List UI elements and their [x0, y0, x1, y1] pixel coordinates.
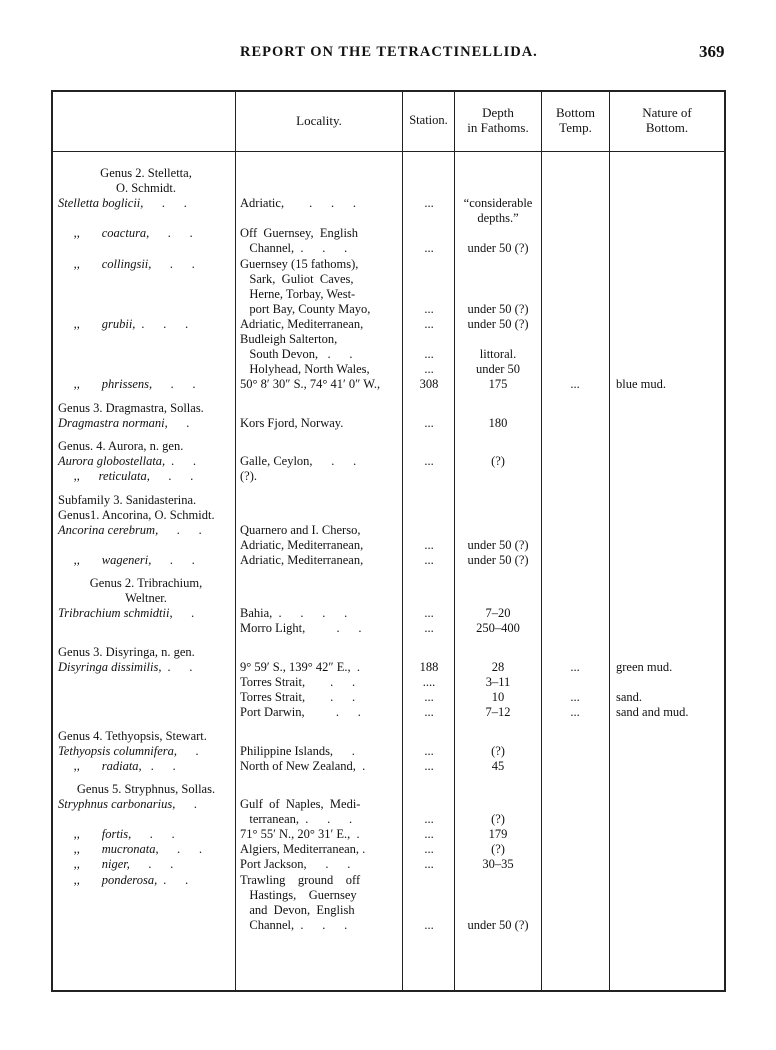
- cell-locality: Gulf of Naples, Medi-: [240, 797, 361, 812]
- cell-depth: 10: [491, 690, 505, 704]
- cell-locality: Adriatic, Mediterranean,: [240, 537, 364, 552]
- cell-bottom-temp: ...: [570, 690, 580, 704]
- cell-locality: and Devon, English: [240, 902, 355, 917]
- cell-locality: Adriatic, Mediterranean,: [240, 552, 364, 567]
- cell-species: ,, wageneri, . .: [58, 552, 196, 567]
- cell-species: ,, niger, . .: [58, 857, 174, 872]
- cell-station: ...: [424, 758, 434, 773]
- cell-species: Stryphnus carbonarius, .: [58, 797, 198, 812]
- cell-locality: Sark, Guliot Caves,: [240, 271, 354, 286]
- cell-nature: blue mud.: [616, 377, 666, 392]
- header-nature-2: Bottom.: [645, 120, 689, 135]
- cell-species: Tribrachium schmidtii, .: [58, 606, 195, 621]
- cell-species: ,, reticulata, . .: [58, 469, 194, 484]
- cell-depth: under 50 (?): [467, 316, 529, 331]
- cell-locality: Philippine Islands, .: [240, 743, 355, 758]
- cell-locality: Hastings, Guernsey: [240, 887, 357, 902]
- col-divider-4: [541, 90, 542, 991]
- header-depth-1: Depth: [482, 105, 514, 120]
- cell-depth: (?): [491, 454, 505, 468]
- cell-depth: under 50 (?): [467, 552, 529, 567]
- cell-depth: depths.”: [477, 211, 519, 226]
- cell-locality: port Bay, County Mayo,: [240, 301, 371, 316]
- header-temp-1: Bottom: [555, 105, 595, 120]
- cell-depth: 30–35: [482, 857, 514, 872]
- cell-locality: Trawling ground off: [240, 872, 361, 887]
- cell-station: ...: [424, 537, 434, 552]
- cell-locality: Algiers, Mediterranean, .: [240, 842, 366, 857]
- header-station: Station.: [409, 113, 448, 127]
- cell-species: Genus 3. Dragmastra, Sollas.: [58, 400, 204, 415]
- cell-depth: under 50 (?): [467, 917, 529, 932]
- cell-station: ...: [424, 347, 434, 361]
- cell-station: ....: [422, 675, 436, 689]
- cell-species: Aurora globostellata, . .: [58, 454, 197, 468]
- cell-locality: Port Jackson, . .: [240, 857, 351, 872]
- cell-species: ,, mucronata, . .: [58, 842, 203, 857]
- cell-depth: 28: [491, 659, 505, 674]
- cell-locality: terranean, . . .: [240, 812, 353, 827]
- cell-station: ...: [424, 827, 434, 842]
- cell-locality: Channel, . . .: [240, 241, 348, 256]
- cell-locality: 9° 59′ S., 139° 42″ E., .: [240, 659, 361, 674]
- cell-species: Weltner.: [125, 591, 167, 606]
- table-right-rule: [724, 90, 726, 991]
- col-divider-1: [235, 90, 236, 991]
- cell-locality: Off Guernsey, English: [240, 226, 359, 241]
- cell-locality: Morro Light, . .: [240, 621, 362, 636]
- header-bottom-rule: [51, 151, 726, 152]
- page-number: 369: [699, 42, 725, 61]
- cell-station: ...: [424, 606, 434, 621]
- cell-depth: under 50 (?): [467, 537, 529, 552]
- cell-depth: 250–400: [476, 621, 520, 636]
- cell-depth: 7–20: [485, 606, 511, 621]
- cell-bottom-temp: ...: [570, 377, 580, 392]
- cell-depth: 7–12: [485, 705, 511, 720]
- cell-depth: under 50: [475, 362, 521, 376]
- cell-species: ,, ponderosa, . .: [58, 872, 189, 887]
- cell-station: ...: [424, 705, 434, 720]
- cell-depth: (?): [491, 842, 505, 857]
- cell-locality: South Devon, . .: [240, 347, 353, 361]
- cell-species: Tethyopsis columnifera, .: [58, 743, 199, 758]
- cell-bottom-temp: ...: [570, 705, 580, 720]
- cell-locality: Bahia, . . . .: [240, 606, 348, 621]
- cell-locality: Guernsey (15 fathoms),: [240, 256, 359, 271]
- cell-species: Genus 3. Disyringa, n. gen.: [58, 644, 195, 659]
- col-divider-2: [402, 90, 403, 991]
- cell-species: ,, radiata, . .: [58, 758, 177, 773]
- cell-locality: Budleigh Salterton,: [240, 331, 338, 346]
- header-nature-1: Nature of: [642, 105, 692, 120]
- cell-species: O. Schmidt.: [115, 181, 177, 196]
- cell-station: ...: [424, 196, 434, 211]
- cell-station: ...: [424, 743, 434, 758]
- table-left-rule: [51, 90, 53, 991]
- cell-depth: under 50 (?): [467, 241, 529, 256]
- table-bottom-rule: [51, 990, 726, 992]
- cell-locality: Adriatic, Mediterranean,: [240, 316, 364, 331]
- cell-species: Disyringa dissimilis, . .: [58, 659, 193, 674]
- cell-species: Dragmastra normani, .: [58, 415, 190, 430]
- cell-depth: “considerable: [463, 196, 533, 211]
- col-divider-5: [609, 90, 610, 991]
- cell-station: ...: [424, 690, 434, 704]
- header-depth-2: in Fathoms.: [467, 120, 529, 135]
- cell-locality: (?).: [240, 469, 257, 484]
- cell-species: Genus 5. Stryphnus, Sollas.: [76, 782, 216, 796]
- cell-species: Genus. 4. Aurora, n. gen.: [58, 438, 184, 453]
- cell-nature: sand.: [616, 690, 643, 704]
- cell-depth: under 50 (?): [467, 301, 529, 316]
- cell-station: ...: [424, 415, 434, 430]
- cell-locality: Port Darwin, . .: [240, 705, 361, 720]
- cell-species: ,, collingsii, . .: [58, 256, 196, 271]
- cell-locality: Herne, Torbay, West-: [240, 286, 356, 301]
- cell-locality: North of New Zealand, .: [240, 758, 366, 773]
- header-temp-2: Temp.: [559, 120, 592, 135]
- cell-locality: 50° 8′ 30″ S., 74° 41′ 0″ W.,: [240, 377, 381, 392]
- cell-locality: Holyhead, North Wales,: [240, 362, 370, 376]
- cell-station: ...: [424, 812, 434, 827]
- cell-nature: green mud.: [616, 659, 673, 674]
- cell-station: ...: [424, 362, 434, 376]
- cell-species: ,, coactura, . .: [58, 226, 194, 241]
- cell-depth: 3–11: [485, 675, 511, 689]
- cell-locality: Kors Fjord, Norway.: [240, 415, 344, 430]
- cell-species: Genus1. Ancorina, O. Schmidt.: [58, 507, 215, 522]
- cell-depth: 180: [488, 415, 508, 430]
- cell-station: 188: [419, 659, 439, 674]
- cell-station: 308: [419, 377, 439, 392]
- cell-locality: Quarnero and I. Cherso,: [240, 522, 361, 537]
- cell-station: ...: [424, 857, 434, 872]
- cell-station: ...: [424, 241, 434, 256]
- cell-depth: (?): [491, 812, 505, 827]
- cell-depth: (?): [491, 743, 505, 758]
- cell-station: ...: [424, 917, 434, 932]
- cell-species: ,, phrissens, . .: [58, 377, 196, 392]
- cell-species: ,, grubii, . . .: [58, 316, 189, 331]
- cell-station: ...: [424, 301, 434, 316]
- header-locality: Locality.: [296, 113, 342, 128]
- cell-species: Genus 4. Tethyopsis, Stewart.: [58, 728, 207, 743]
- cell-species: Subfamily 3. Sanidasterina.: [58, 492, 197, 507]
- cell-bottom-temp: ...: [570, 659, 580, 674]
- cell-nature: sand and mud.: [616, 705, 689, 720]
- table-top-rule: [51, 90, 726, 92]
- cell-locality: Adriatic, . . .: [240, 196, 356, 211]
- cell-locality: Galle, Ceylon, . .: [240, 454, 357, 468]
- cell-station: ...: [424, 842, 434, 857]
- cell-depth: 175: [488, 377, 508, 392]
- running-title: REPORT ON THE TETRACTINELLIDA.: [240, 44, 538, 60]
- cell-locality: Torres Strait, . .: [240, 690, 356, 704]
- cell-species: Stelletta boglicii, . .: [58, 196, 188, 211]
- cell-station: ...: [424, 316, 434, 331]
- cell-locality: Channel, . . .: [240, 917, 348, 932]
- cell-locality: Torres Strait, . .: [240, 675, 356, 689]
- cell-station: ...: [424, 454, 434, 468]
- cell-species: Ancorina cerebrum, . .: [58, 522, 202, 537]
- cell-species: Genus 2. Tribrachium,: [89, 576, 203, 591]
- cell-station: ...: [424, 552, 434, 567]
- cell-species: ,, fortis, . .: [58, 827, 176, 842]
- cell-locality: 71° 55′ N., 20° 31′ E., .: [240, 827, 360, 842]
- cell-station: ...: [424, 621, 434, 636]
- cell-depth: 179: [488, 827, 508, 842]
- cell-depth: 45: [491, 758, 505, 773]
- cell-depth: littoral.: [479, 347, 517, 361]
- cell-species: Genus 2. Stelletta,: [100, 166, 192, 180]
